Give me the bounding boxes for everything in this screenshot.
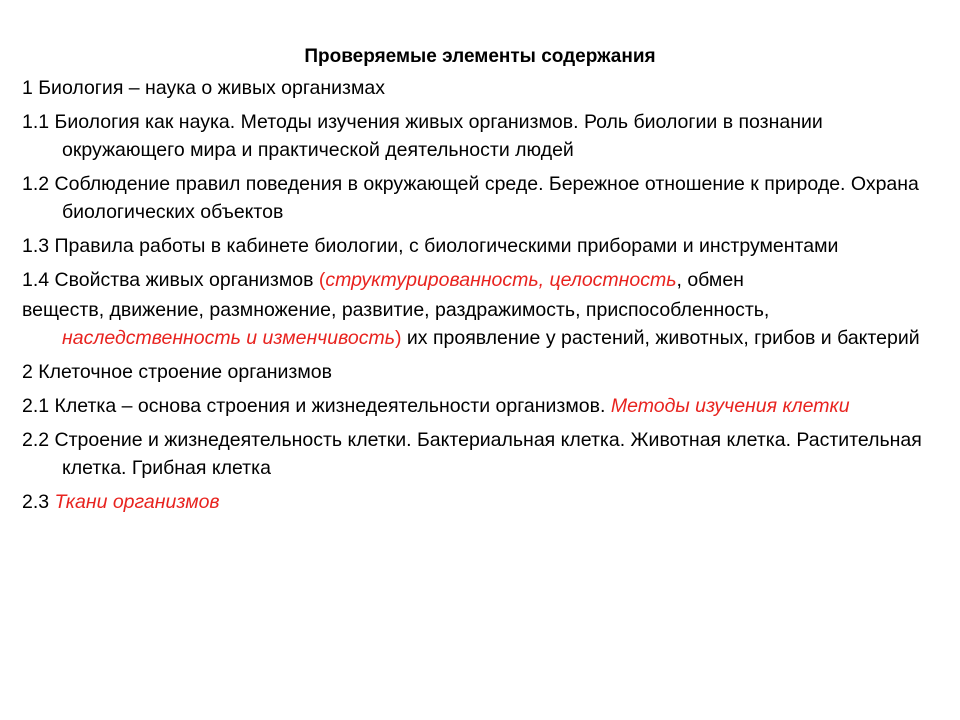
item-text: 1.4 Свойства живых организмов — [22, 269, 319, 291]
item-text: 1 Биология – наука о живых организмах — [22, 77, 385, 99]
highlighted-text: Методы изучения клетки — [610, 395, 850, 417]
content-item — [22, 392, 937, 420]
content-item — [22, 488, 937, 516]
content-item — [22, 266, 937, 294]
item-text: , обмен — [676, 269, 744, 291]
content-item — [22, 74, 937, 102]
highlighted-text: ( — [318, 269, 326, 291]
highlighted-text: Ткани организмов — [54, 491, 220, 513]
item-text: 2.2 Строение и жизнедеятельность клетки. Бактериальная клетка. Животная клетка. Растительная клетка. Грибная клетка — [22, 429, 922, 479]
highlighted-text: ) — [394, 327, 402, 349]
content-item — [22, 296, 937, 352]
item-text: 1.1 Биология как наука. Методы изучения живых организмов. Роль биологии в познании окружающего мира и практической деятельности людей — [22, 111, 823, 161]
content-list — [22, 74, 937, 522]
highlighted-text: наследственность и изменчивость — [62, 327, 395, 349]
content-item — [22, 232, 937, 260]
item-text: 2.1 Клетка – основа строения и жизнедеятельности организмов. — [22, 395, 611, 417]
highlighted-text: структурированность, целостность — [325, 269, 677, 291]
content-item — [22, 108, 937, 164]
item-text: веществ, движение, размножение, развитие, раздражимость, приспособленность, — [22, 299, 770, 321]
item-text: 2.3 — [22, 491, 55, 513]
item-text: 2 Клеточное строение организмов — [22, 361, 332, 383]
slide-title: Проверяемые элементы содержания — [304, 46, 656, 67]
content-item — [22, 426, 937, 482]
content-item — [22, 358, 937, 386]
item-text: их проявление у растений, животных, грибов и бактерий — [401, 327, 920, 349]
item-text: 1.2 Соблюдение правил поведения в окружающей среде. Бережное отношение к природе. Охрана биологических объектов — [22, 173, 919, 223]
content-item — [22, 170, 937, 226]
item-text: 1.3 Правила работы в кабинете биологии, с биологическими приборами и инструментами — [22, 235, 839, 257]
